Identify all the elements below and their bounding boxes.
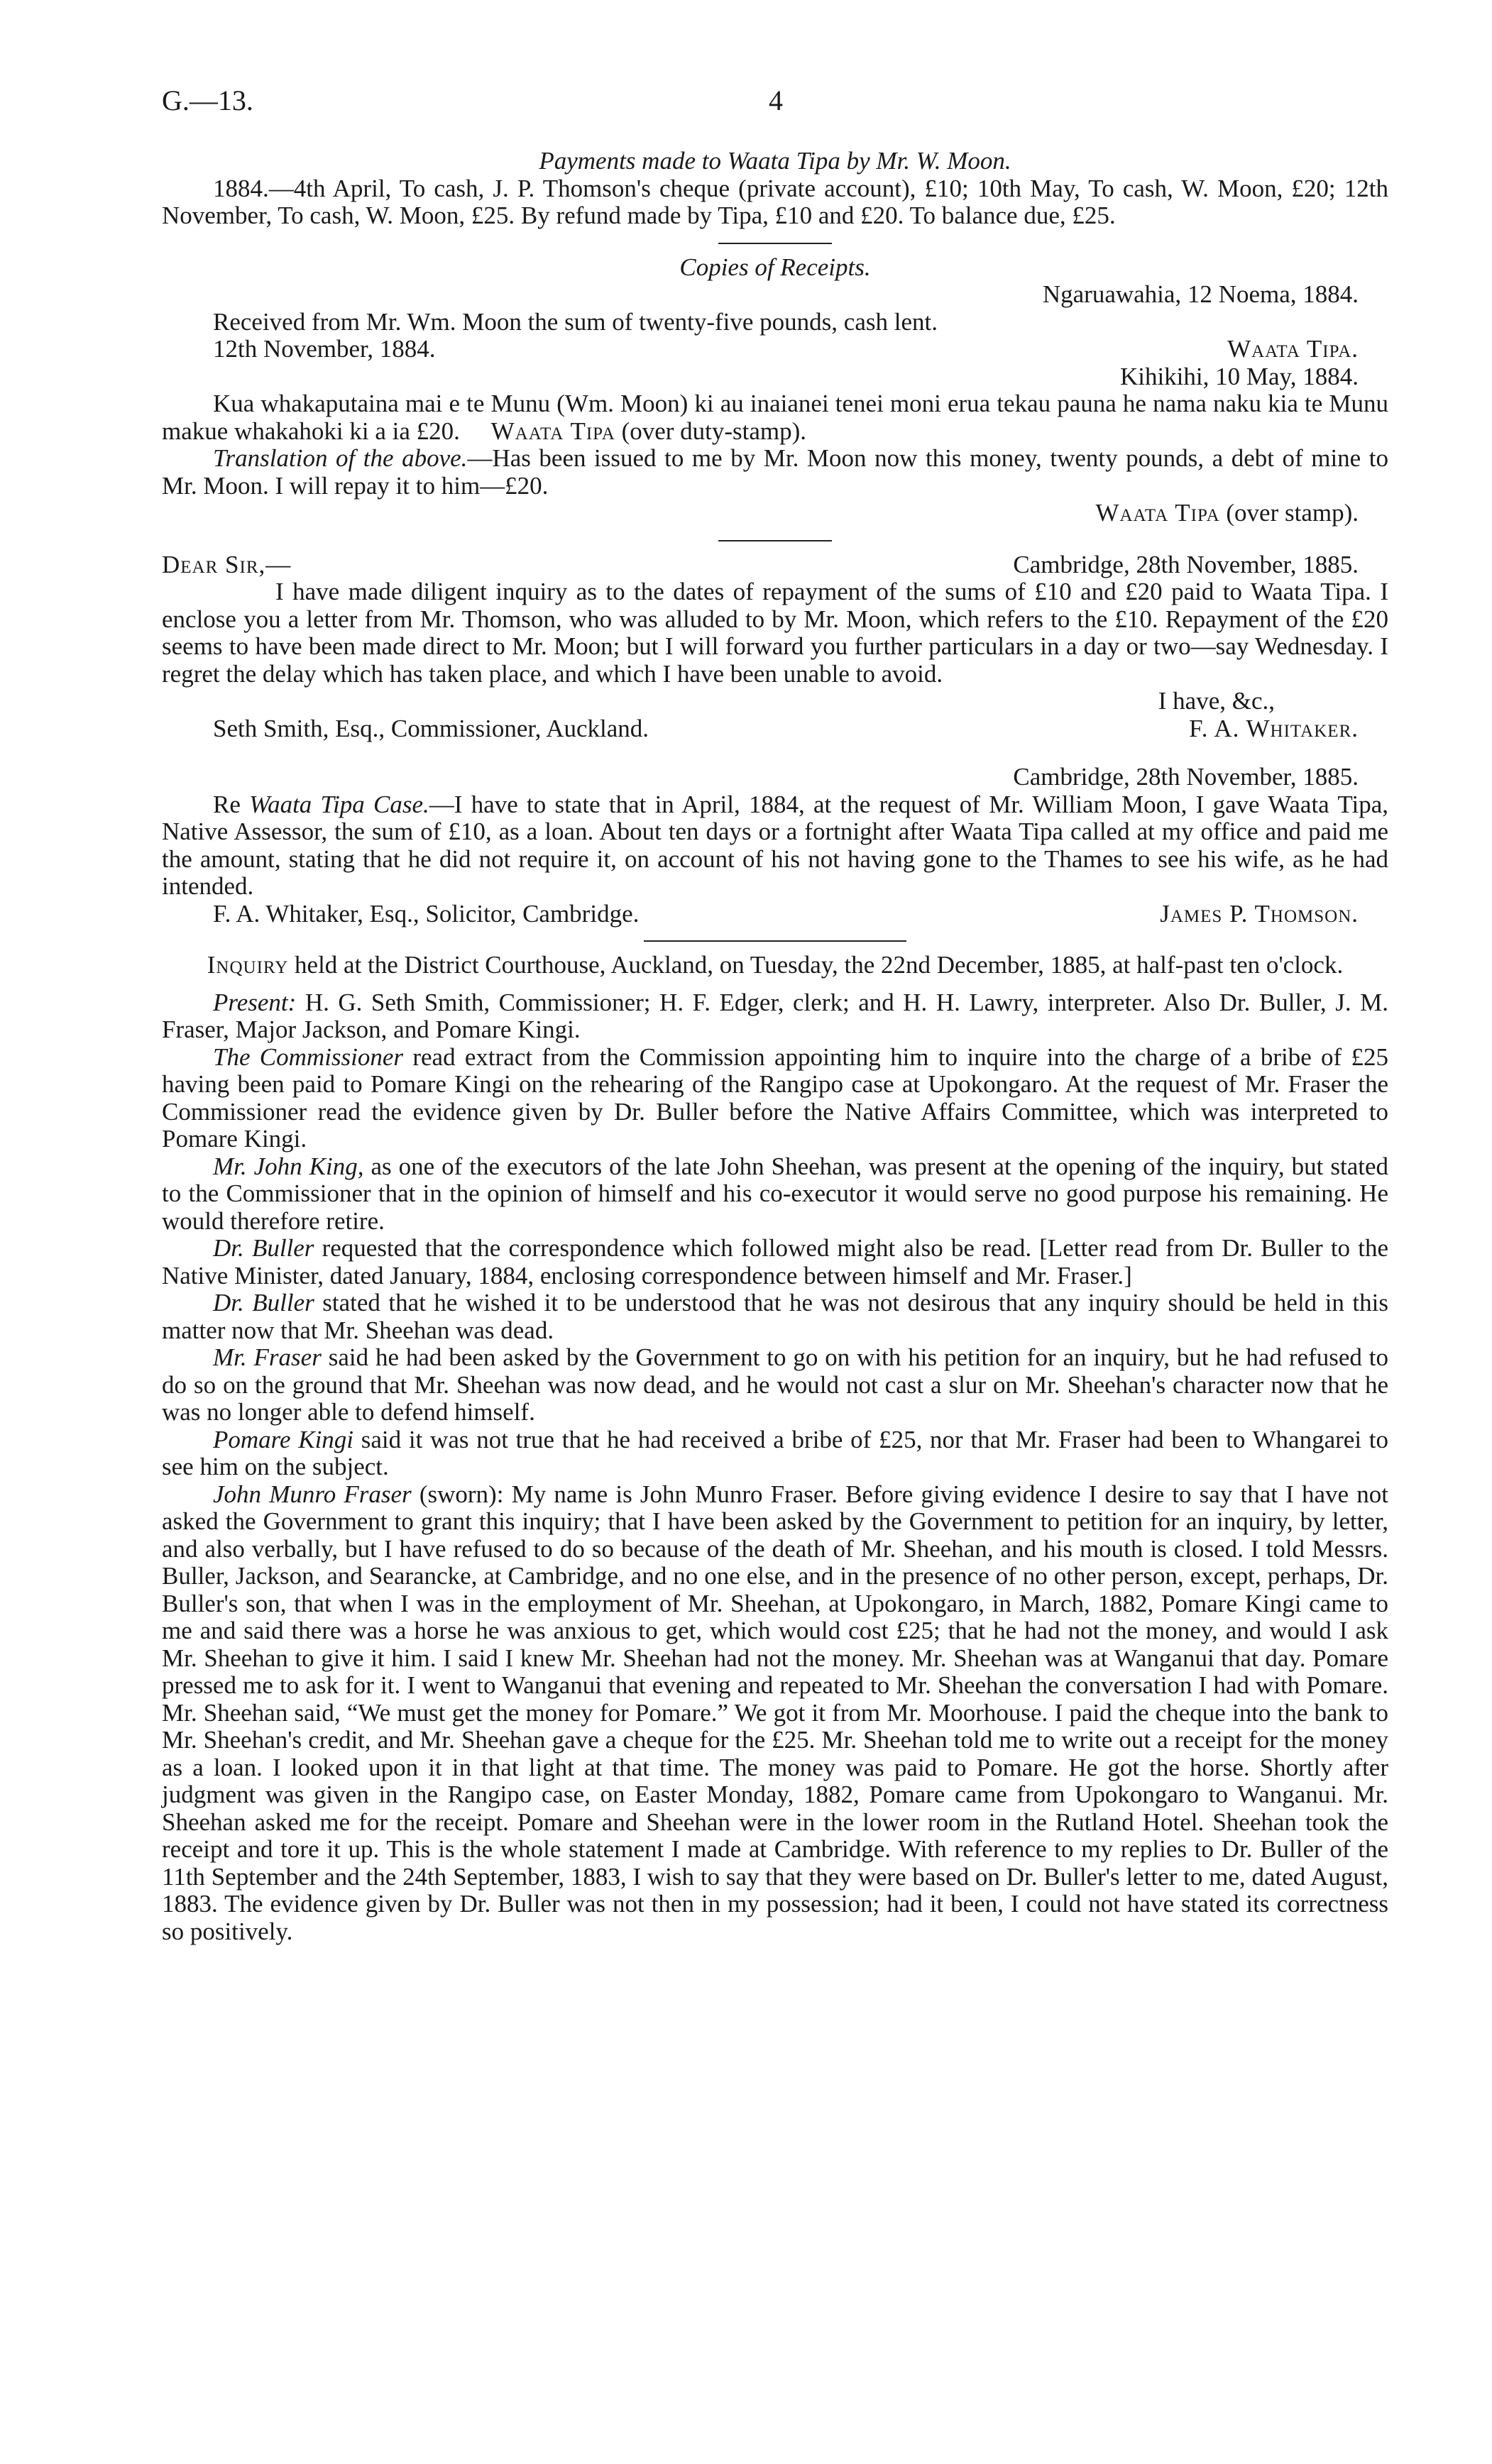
inquiry-present <box>162 989 1388 1044</box>
receipt2-body: Kua whakaputaina mai e te Munu (Wm. Moon) ki au inaianei tenei moni erua tekau pauna he nama naku kia te Munu makue whakahoki ki a ia £20. <box>162 390 1388 445</box>
inquiry-heading <box>162 952 1388 979</box>
letter2-signature: James P. Thomson. <box>1160 899 1359 928</box>
speaker-label: Mr. John King, <box>213 1152 364 1180</box>
receipt2-place-date: Kihikihi, 10 May, 1884. <box>1119 362 1359 390</box>
paragraph-text: said it was not true that he had received a bribe of £25, nor that Mr. Fraser had been to Whangarei to see him on the subject. <box>162 1425 1388 1480</box>
letter1-signature: F. A. Whitaker. <box>1189 714 1359 742</box>
receipt2-text <box>162 390 1388 445</box>
present-label: Present: <box>213 988 297 1016</box>
present-text: H. G. Seth Smith, Commissioner; H. F. Edger, clerk; and H. H. Lawry, interpreter. Also Dr. Buller, J. M. Fraser, Major Jackson, and Pomare Kingi. <box>162 988 1388 1043</box>
letter2-addressee: F. A. Whitaker, Esq., Solicitor, Cambridge. <box>213 899 640 928</box>
page-content <box>162 148 1388 1945</box>
letter1-salutation: Dear Sir,— <box>162 550 292 578</box>
letter2-place-date: Cambridge, 28th November, 1885. <box>1013 763 1359 791</box>
receipt2-signature: Waata Tipa <box>490 417 615 445</box>
receipt1-text: Received from Mr. Wm. Moon the sum of twenty-five pounds, cash lent. <box>213 307 938 336</box>
inquiry-paragraph <box>162 1044 1388 1153</box>
receipt1-date: 12th November, 1884. <box>213 335 436 363</box>
paragraph-text: said he had been asked by the Government to go on with his petition for an inquiry, but he had refused to do so on the ground that Mr. Sheehan was now dead, and he would not cast a slur on Mr. Sheehan's character now that he was no longer able to defend himself. <box>162 1343 1388 1426</box>
receipt2-signature-note: (over duty-stamp). <box>621 417 807 445</box>
speaker-label: John Munro Fraser <box>213 1480 412 1508</box>
inquiry-paragraph <box>162 1426 1388 1481</box>
speaker-label: The Commissioner <box>213 1043 404 1071</box>
speaker-label: Mr. Fraser <box>213 1343 322 1371</box>
page-header <box>162 84 1390 126</box>
translation-paragraph <box>162 445 1388 500</box>
inquiry-paragraph <box>162 1235 1388 1289</box>
receipts-title: Copies of Receipts. <box>679 253 871 281</box>
letter2-footer <box>162 901 1388 928</box>
page-number: 4 <box>769 84 783 116</box>
inquiry-heading-text: held at the District Courthouse, Auckland, on Tuesday, the 22nd December, 1885, at half-past ten o'clock. <box>288 951 1344 979</box>
paragraph-text: as one of the executors of the late John Sheehan, was present at the opening of the inquiry, but stated to the Commissioner that in the opinion of himself and his co-executor it would serve no good purpose his remaining. He would therefore retire. <box>162 1152 1388 1235</box>
receipt1-place-date: Ngaruawahia, 12 Noema, 1884. <box>1042 280 1359 308</box>
letter2-re-label: Waata Tipa Case. <box>249 790 429 818</box>
translation-signature-note: (over stamp). <box>1226 499 1359 527</box>
payments-body: 1884.—4th April, To cash, J. P. Thomson's cheque (private account), £10; 10th May, To cash, W. Moon, £20; 12th November, To cash, W. Moon, £25. By refund made by Tipa, £10 and £20. To balance due, £25. <box>162 174 1388 229</box>
receipt1-signature: Waata Tipa. <box>1227 335 1359 363</box>
letter1-body: I have made diligent inquiry as to the dates of repayment of the sums of £10 and £20 paid to Waata Tipa. I enclose you a letter from Mr. Thomson, who was alluded to by Mr. Moon, which refers to the £10. Repayment of the £20 seems to have been made direct to Mr. Moon; but I will forward you further particulars in a day or two—say Wednesday. I regret the delay which has taken place, and which I have been unable to avoid. <box>162 578 1388 688</box>
letter1-addressee: Seth Smith, Esq., Commissioner, Auckland. <box>213 714 649 742</box>
inquiry-paragraph <box>162 1344 1388 1426</box>
translation-signature: Waata Tipa <box>1095 499 1220 527</box>
letter2-body-paragraph <box>162 791 1388 901</box>
speaker-label: Dr. Buller <box>213 1289 314 1316</box>
divider <box>718 243 832 244</box>
divider <box>718 540 832 541</box>
inquiry-paragraph <box>162 1289 1388 1344</box>
speaker-label: Pomare Kingi <box>213 1425 354 1453</box>
letter2-re-prefix: Re <box>213 790 250 818</box>
translation-signature-line <box>162 500 1388 527</box>
paragraph-text: (sworn): My name is John Munro Fraser. Before giving evidence I desire to say that I have not asked the Government to grant this inquiry; that I have been asked by the Government to petition for an inquiry, by letter, and also verbally, but I have refused to do so because of the death of Mr. Sheehan, and his mouth is closed. I told Messrs. Buller, Jackson, and Searancke, at Cambridge, and no one else, and in the presence of no other person, except, perhaps, Dr. Buller's son, that when I was in the employment of Mr. Sheehan, at Upokongaro, in March, 1882, Pomare Kingi came to me and said there was a horse he was anxious to get, which would cost £25; that he had not the money, and would I ask Mr. Sheehan to give it him. I said I knew Mr. Sheehan had not the money. Mr. Sheehan was at Wanganui that day. Pomare pressed me to ask for it. I went to Wanganui that evening and repeated to Mr. Sheehan the conversation I had with Pomare. Mr. Sheehan said, “We must get the money for Pomare.” We got it from Mr. Moorhouse. I paid the cheque into the bank to Mr. Sheehan's credit, and Mr. Sheehan gave a cheque for the £25. Mr. Sheehan told me to write out a receipt for the money as a loan. I looked upon it in that light at that time. The money was paid to Pomare. He got the horse. Shortly after judgment was given in the Rangipo case, on Easter Monday, 1882, Pomare came from Upokongaro to Wanganui. Mr. Sheehan asked me for the receipt. Pomare and Sheehan were in the lower room in the Rutland Hotel. Sheehan took the receipt and tore it up. This is the whole statement I made at Cambridge. With reference to my replies to Dr. Buller of the 11th September and the 24th September, 1883, I wish to say that they were based on Dr. Buller's letter to me, dated August, 1883. The evidence given by Dr. Buller was not then in my possession; had it been, I could not have stated its correctness so positively. <box>162 1480 1388 1945</box>
inquiry-paragraph <box>162 1153 1388 1236</box>
speaker-label: Dr. Buller <box>213 1234 314 1262</box>
letter1-closing: I have, &c., <box>1158 687 1275 715</box>
letter1-heading <box>162 551 1388 579</box>
spacer <box>162 742 1388 764</box>
inquiry-lead: Inquiry <box>207 951 289 979</box>
letter2-body: —I have to state that in April, 1884, at the request of Mr. William Moon, I gave Waata Tipa, Native Assessor, the sum of £10, as a loan. About ten days or a fortnight after Waata Tipa called at my office and paid me the amount, stating that he did not require it, on account of his not having gone to the Thames to see his wife, as he had intended. <box>162 790 1388 900</box>
translation-label: Translation of the above. <box>213 444 468 472</box>
receipt1-footer <box>162 336 1388 363</box>
translation-text: —Has been issued to me by Mr. Moon now this money, twenty pounds, a debt of mine to Mr. Moon. I will repay it to him—£20. <box>162 444 1388 500</box>
paragraph-text: read extract from the Commission appointing him to inquire into the charge of a bribe of £25 having been paid to Pomare Kingi on the rehearing of the Rangipo case at Upokongaro. At the request of Mr. Fraser the Commissioner read the evidence given by Dr. Buller before the Native Affairs Committee, which was interpreted to Pomare Kingi. <box>162 1043 1388 1153</box>
document-reference: G.—13. <box>162 84 253 116</box>
letter1-footer <box>162 715 1388 743</box>
letter1-place-date: Cambridge, 28th November, 1885. <box>1013 550 1359 578</box>
paragraph-text: stated that he wished it to be understood that he was not desirous that any inquiry should be held in this matter now that Mr. Sheehan was dead. <box>162 1289 1388 1344</box>
payments-title: Payments made to Waata Tipa by Mr. W. Moon. <box>539 147 1011 175</box>
section-divider <box>644 940 906 942</box>
paragraph-text: requested that the correspondence which followed might also be read. [Letter read from Dr. Buller to the Native Minister, dated January, 1884, enclosing correspondence between himself and Mr. Fraser.] <box>162 1234 1388 1289</box>
spacer <box>162 979 1388 989</box>
inquiry-paragraph <box>162 1481 1388 1946</box>
